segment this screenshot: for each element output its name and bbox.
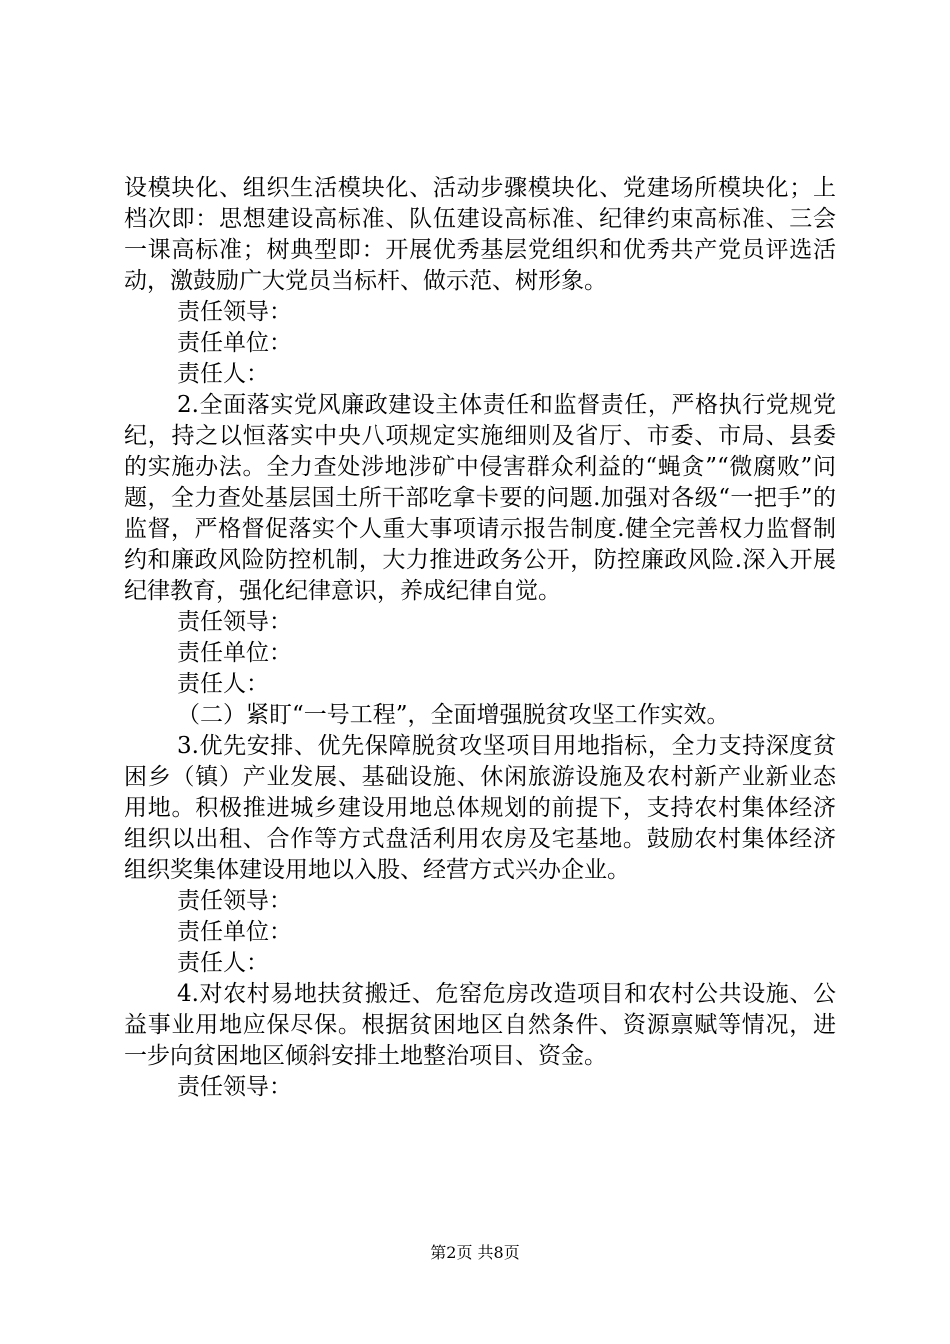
body-paragraph: 设模块化、组织生活模块化、活动步骤模块化、党建场所模块化；上档次即：思想建设高标准、队伍建设高标准、纪律约束高标准、三会一课高标准；树典型即：开展优秀基层党组织和优秀共产党员评选活动，激鼓励广大党员当标杆、做示范、树形象。	[124, 175, 836, 294]
section-heading: （二）紧盯“一号工程”，全面增强脱贫攻坚工作实效。	[177, 702, 730, 728]
responsible-leader-label: 责任领导：	[177, 609, 292, 635]
body-paragraph: 4.对农村易地扶贫搬迁、危窑危房改造项目和农村公共设施、公益事业用地应保尽保。根据贫困地区自然条件、资源禀赋等情况，进一步向贫困地区倾斜安排土地整治项目、资金。	[124, 981, 836, 1069]
responsible-unit-label: 责任单位：	[177, 919, 292, 945]
responsible-person-label: 责任人：	[177, 950, 269, 976]
responsible-person-label: 责任人：	[177, 361, 269, 387]
responsible-person-label: 责任人：	[177, 671, 269, 697]
responsible-leader-label: 责任领导：	[177, 888, 292, 914]
responsible-unit-label: 责任单位：	[177, 330, 292, 356]
page-number-footer: 第2页 共8页	[430, 1243, 520, 1262]
responsible-leader-label: 责任领导：	[177, 1074, 292, 1100]
document-body	[124, 173, 836, 1103]
body-paragraph: 2.全面落实党风廉政建设主体责任和监督责任，严格执行党规党纪，持之以恒落实中央八项规定实施细则及省厅、市委、市局、县委的实施办法。全力查处涉地涉矿中侵害群众利益的“蝇贪”“微腐败”问题，全力查处基层国土所干部吃拿卡要的问题.加强对各级“一把手”的监督，严格督促落实个人重大事项请示报告制度.健全完善权力监督制约和廉政风险防控机制，大力推进政务公开，防控廉政风险.深入开展纪律教育，强化纪律意识，养成纪律自觉。	[124, 392, 836, 604]
responsible-unit-label: 责任单位：	[177, 640, 292, 666]
responsible-leader-label: 责任领导：	[177, 299, 292, 325]
body-paragraph: 3.优先安排、优先保障脱贫攻坚项目用地指标，全力支持深度贫困乡（镇）产业发展、基础设施、休闲旅游设施及农村新产业新业态用地。积极推进城乡建设用地总体规划的前提下，支持农村集体经济组织以出租、合作等方式盘活利用农房及宅基地。鼓励农村集体经济组织奖集体建设用地以入股、经营方式兴办企业。	[124, 733, 836, 883]
